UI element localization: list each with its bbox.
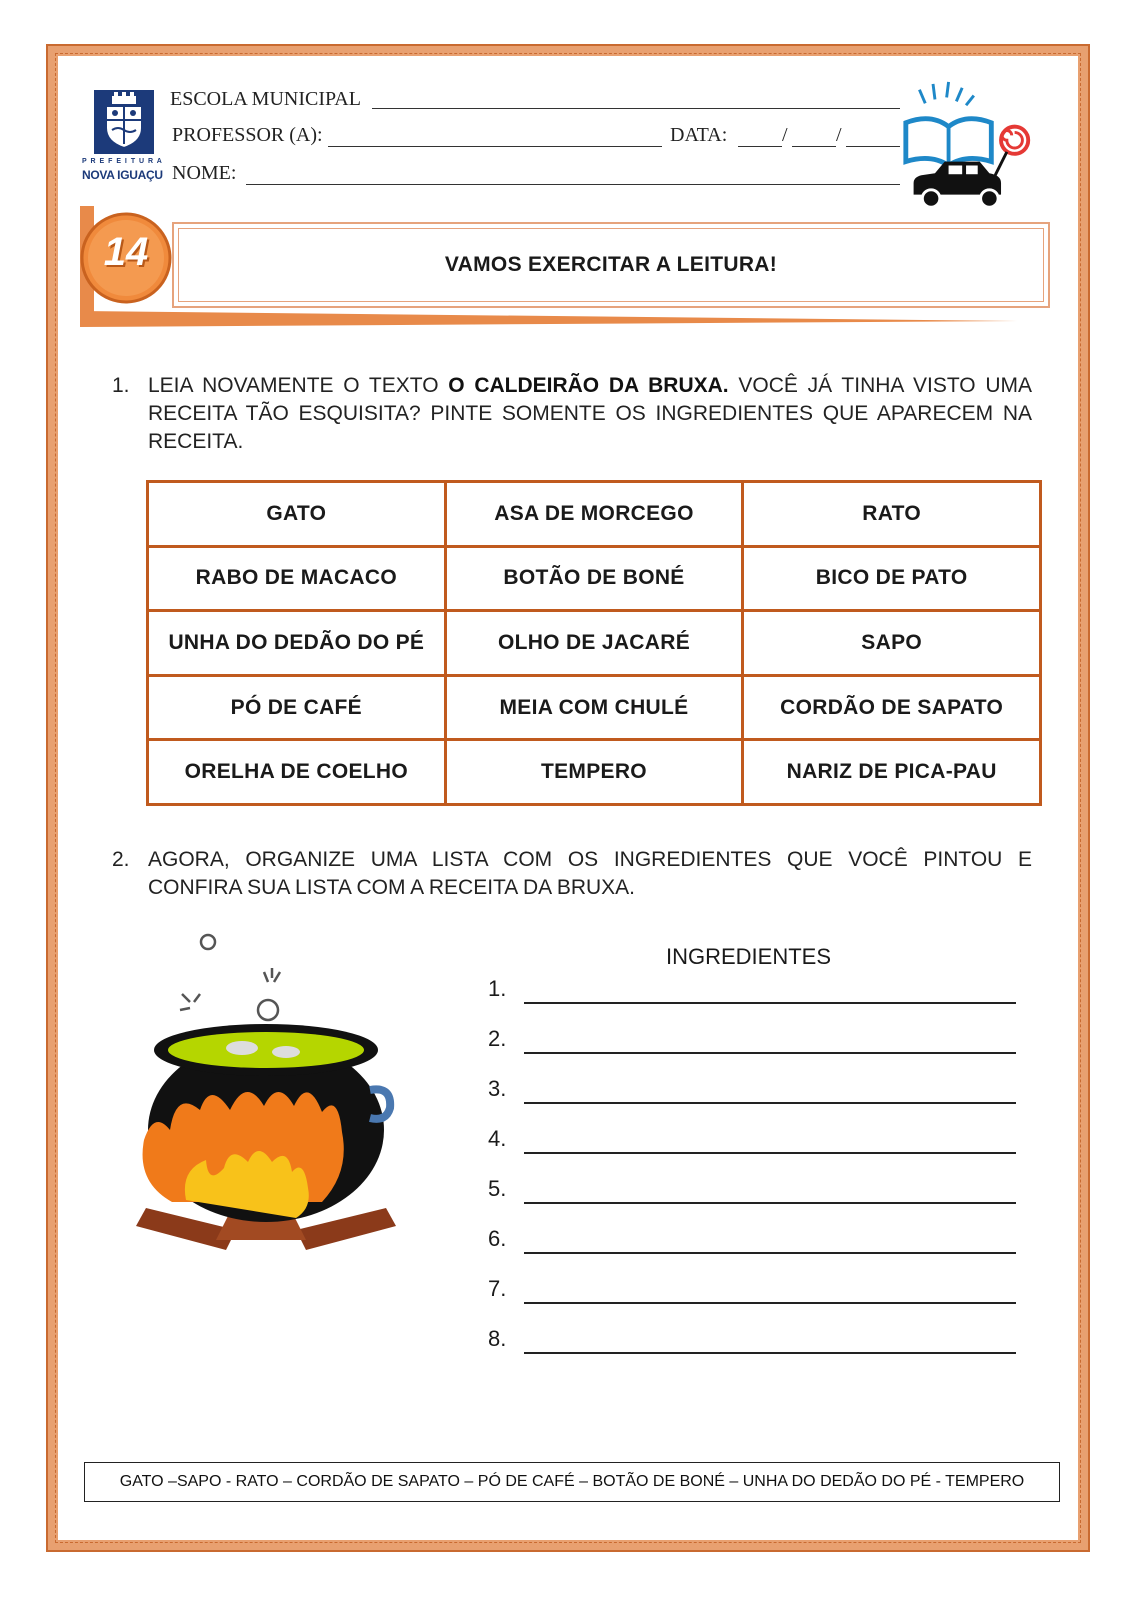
table-row xyxy=(148,546,1041,611)
grid-cell[interactable]: CORDÃO DE SAPATO xyxy=(743,675,1041,740)
grid-cell[interactable]: OLHO DE JACARÉ xyxy=(445,611,743,676)
ingredient-line[interactable] xyxy=(488,1276,1016,1306)
table-row xyxy=(148,675,1041,740)
ingredient-answer-line[interactable] xyxy=(524,1352,1016,1354)
grid-cell[interactable]: ORELHA DE COELHO xyxy=(148,740,446,805)
prefeitura-crest-icon xyxy=(92,88,156,156)
ingredient-answer-line[interactable] xyxy=(524,1102,1016,1104)
answer-key-box: GATO –SAPO - RATO – CORDÃO DE SAPATO – PÓ DE CAFÉ – BOTÃO DE BONÉ – UNHA DO DEDÃO DO PÉ - TEMPERO xyxy=(84,1462,1060,1502)
grid-cell[interactable]: SAPO xyxy=(743,611,1041,676)
grid-cell[interactable]: RABO DE MACACO xyxy=(148,546,446,611)
question-1-number: 1. xyxy=(112,374,130,397)
grid-cell[interactable]: BOTÃO DE BONÉ xyxy=(445,546,743,611)
grid-cell[interactable]: ASA DE MORCEGO xyxy=(445,482,743,547)
question-2-number: 2. xyxy=(112,848,130,871)
grid-cell[interactable]: MEIA COM CHULÉ xyxy=(445,675,743,740)
ingredient-number: 6. xyxy=(488,1226,507,1251)
teacher-label: PROFESSOR (A): xyxy=(172,124,323,146)
question-1-text xyxy=(148,372,1032,456)
grid-cell[interactable]: BICO DE PATO xyxy=(743,546,1041,611)
question-1-text-start: LEIA NOVAMENTE O TEXTO xyxy=(148,374,449,397)
name-field[interactable] xyxy=(246,184,900,185)
logo-city-label: NOVA IGUAÇU xyxy=(82,168,163,182)
teacher-field[interactable] xyxy=(328,146,662,147)
ingredient-grid xyxy=(146,480,1042,806)
ingredient-number: 8. xyxy=(488,1326,507,1351)
ingredient-answer-line[interactable] xyxy=(524,1302,1016,1304)
ingredients-title: INGREDIENTES xyxy=(666,944,832,969)
date-label: DATA: xyxy=(670,124,728,146)
grid-cell[interactable]: GATO xyxy=(148,482,446,547)
ingredient-line[interactable] xyxy=(488,1126,1016,1156)
ingredient-answer-line[interactable] xyxy=(524,1052,1016,1054)
grid-cell[interactable]: TEMPERO xyxy=(445,740,743,805)
logo-prefeitura-label: P R E F E I T U R A xyxy=(82,158,163,165)
lesson-number: 14 xyxy=(103,230,149,274)
question-2-text: AGORA, ORGANIZE UMA LISTA COM OS INGREDIENTES QUE VOCÊ PINTOU E CONFIRA SUA LISTA COM A RECEITA DA BRUXA. xyxy=(148,848,1032,899)
question-1-text-end: VOCÊ JÁ TINHA VISTO UMA RECEITA TÃO ESQUISITA? PINTE SOMENTE OS INGREDIENTES QUE APARECEM NA RECEITA. xyxy=(148,374,1032,453)
ingredient-line[interactable] xyxy=(488,1076,1016,1106)
grid-cell[interactable]: RATO xyxy=(743,482,1041,547)
ingredient-line[interactable] xyxy=(488,976,1016,1006)
name-label: NOME: xyxy=(172,162,237,184)
ingredient-number: 2. xyxy=(488,1026,507,1051)
ingredient-answer-line[interactable] xyxy=(524,1202,1016,1204)
ingredient-answer-line[interactable] xyxy=(524,1152,1016,1154)
ingredient-line[interactable] xyxy=(488,1026,1016,1056)
ingredient-number: 1. xyxy=(488,976,507,1001)
grid-cell[interactable]: UNHA DO DEDÃO DO PÉ xyxy=(148,611,446,676)
school-field[interactable] xyxy=(372,108,900,109)
date-separator: / xyxy=(836,124,842,146)
title-box xyxy=(172,222,1050,308)
ingredient-number: 5. xyxy=(488,1176,507,1201)
ingredient-number: 7. xyxy=(488,1276,507,1301)
date-year-field[interactable] xyxy=(846,146,900,147)
table-row xyxy=(148,740,1041,805)
page-title: VAMOS EXERCITAR A LEITURA! xyxy=(178,228,1044,302)
school-label: ESCOLA MUNICIPAL xyxy=(170,88,361,110)
ingredient-answer-line[interactable] xyxy=(524,1252,1016,1254)
grid-cell[interactable]: PÓ DE CAFÉ xyxy=(148,675,446,740)
ingredient-answer-line[interactable] xyxy=(524,1002,1016,1004)
ingredient-line[interactable] xyxy=(488,1176,1016,1206)
ingredient-number: 3. xyxy=(488,1076,507,1101)
date-day-field[interactable] xyxy=(738,146,782,147)
ingredient-number: 4. xyxy=(488,1126,507,1151)
question-1-text-title: O CALDEIRÃO DA BRUXA. xyxy=(448,374,729,397)
book-car-lollipop-icon xyxy=(900,80,1036,216)
date-month-field[interactable] xyxy=(792,146,836,147)
table-row xyxy=(148,611,1041,676)
title-underline-swoosh xyxy=(80,306,1020,328)
ingredient-line[interactable] xyxy=(488,1226,1016,1256)
date-separator: / xyxy=(782,124,788,146)
table-row xyxy=(148,482,1041,547)
grid-cell[interactable]: NARIZ DE PICA-PAU xyxy=(743,740,1041,805)
ingredient-line[interactable] xyxy=(488,1326,1016,1356)
cauldron-icon xyxy=(96,930,436,1270)
